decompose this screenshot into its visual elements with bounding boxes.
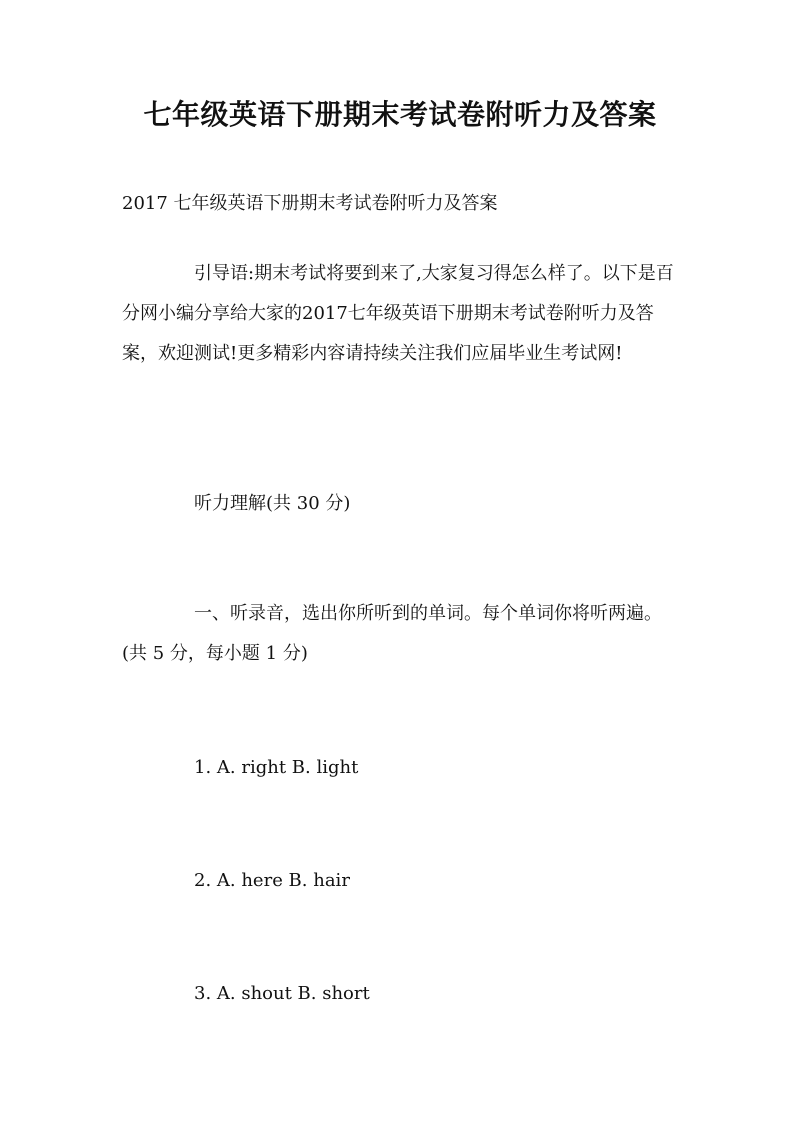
intro-paragraph: 引导语:期末考试将要到来了,大家复习得怎么样了。以下是百分网小编分享给大家的2017七年级英语下册期末考试卷附听力及答案，欢迎测试!更多精彩内容请持续关注我们应届毕业生考试网! xyxy=(122,263,674,364)
document-subtitle: 2017 七年级英语下册期末考试卷附听力及答案 xyxy=(122,193,498,214)
document-title: 七年级英语下册期末考试卷附听力及答案 xyxy=(143,98,657,131)
question-item: 3. A. shout B. short xyxy=(194,983,370,1004)
question-instructions: 一、听录音，选出你所听到的单词。每个单词你将听两遍。(共 5 分，每小题 1 分) xyxy=(122,603,662,664)
question-item: 1. A. right B. light xyxy=(194,757,359,778)
question-item: 2. A. here B. hair xyxy=(194,870,350,891)
section-heading-listening: 听力理解(共 30 分) xyxy=(194,493,351,514)
